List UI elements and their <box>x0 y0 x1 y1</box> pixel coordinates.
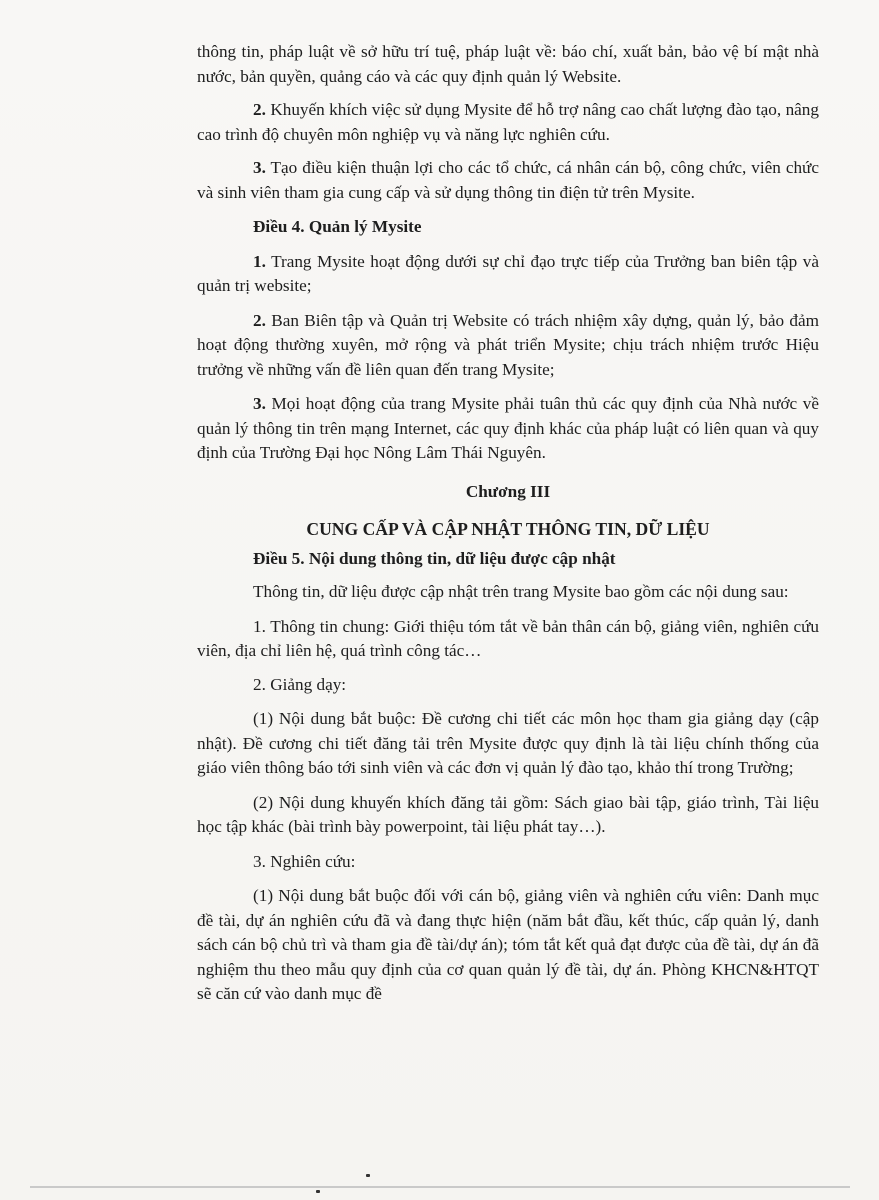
bottom-scan-edge <box>30 1186 850 1188</box>
article-5-item-2: 2. Giảng dạy: <box>253 674 347 694</box>
paragraph-item-3 <box>197 156 819 205</box>
chapter-title: CUNG CẤP VÀ CẬP NHẬT THÔNG TIN, DỮ LIỆU <box>306 519 710 539</box>
article-5-item-2-sub-1: (1) Nội dung bắt buộc: Đề cương chi tiết các môn học tham gia giảng dạy (cập nhật). Đề cương chi tiết đăng tải trên Mysite được quy định là tài liệu chính thống của giáo viên thông báo tới sinh viên và các đơn vị quản lý đào tạo, khảo thí trong Trường; <box>197 709 819 777</box>
article-5-intro: Thông tin, dữ liệu được cập nhật trên trang Mysite bao gồm các nội dung sau: <box>253 582 789 601</box>
item-number: 3. <box>253 158 266 177</box>
item-text: Mọi hoạt động của trang Mysite phải tuân thủ các quy định của Nhà nước về quản lý thông tin trên mạng Internet, các quy định khác của pháp luật có liên quan và quy định của Trường Đại học Nông Lâm Thái Nguyên. <box>197 394 819 462</box>
item-text: Ban Biên tập và Quản trị Website có trách nhiệm xây dựng, quản lý, bảo đảm hoạt động thường xuyên, mở rộng và phát triển Mysite; chịu trách nhiệm trước Hiệu trưởng về những vấn đề liên quan đến trang Mysite; <box>197 310 819 379</box>
article-4-item-2 <box>197 309 819 383</box>
item-number: 2. <box>253 100 266 119</box>
speck-mark <box>316 1190 320 1193</box>
article-5-item-3-sub-1: (1) Nội dung bắt buộc đối với cán bộ, giảng viên và nghiên cứu viên: Danh mục đề tài, dự án nghiên cứu đã và đang thực hiện (năm bắt đầu, kết thúc, cấp quản lý, danh sách cán bộ chủ trì và tham gia đề tài/dự án); tóm tắt kết quả đạt được của đề tài, dự án đã nghiệm thu theo mẫu quy định của cơ quan quản lý đề tài, dự án. Phòng KHCN&HTQT sẽ căn cứ vào danh mục đề <box>197 886 819 1003</box>
item-text: Khuyến khích việc sử dụng Mysite để hỗ trợ nâng cao chất lượng đào tạo, nâng cao trình độ chuyên môn nghiệp vụ và năng lực nghiên cứu. <box>197 100 819 144</box>
item-number: 1. <box>253 251 266 271</box>
paragraph-continuation: thông tin, pháp luật về sở hữu trí tuệ, pháp luật về: báo chí, xuất bản, bảo vệ bí mật nhà nước, bản quyền, quảng cáo và các quy định quản lý Website. <box>197 42 819 86</box>
item-number: 3. <box>253 394 266 413</box>
article-4-heading: Điều 4. Quản lý Mysite <box>253 217 422 236</box>
article-5-item-3: 3. Nghiên cứu: <box>253 851 356 871</box>
document-body <box>197 40 819 1007</box>
chapter-label: Chương III <box>465 481 551 501</box>
item-text: Trang Mysite hoạt động dưới sự chỉ đạo trực tiếp của Trưởng ban biên tập và quản trị website; <box>197 251 819 295</box>
item-text: Tạo điều kiện thuận lợi cho các tổ chức, cá nhân cán bộ, công chức, viên chức và sinh viên tham gia cung cấp và sử dụng thông tin điện tử trên Mysite. <box>197 158 819 202</box>
article-5-item-2-sub-2: (2) Nội dung khuyến khích đăng tải gồm: Sách giao bài tập, giáo trình, Tài liệu học tập khác (bài trình bày powerpoint, tài liệu phát tay…). <box>197 792 819 836</box>
article-5-item-1: 1. Thông tin chung: Giới thiệu tóm tắt về bản thân cán bộ, giảng viên, nghiên cứu viên, địa chỉ liên hệ, quá trình công tác… <box>197 616 819 660</box>
article-5-heading: Điều 5. Nội dung thông tin, dữ liệu được cập nhật <box>253 548 616 568</box>
item-number: 2. <box>253 310 266 330</box>
article-4-item-3 <box>197 392 819 466</box>
speck-mark <box>366 1174 370 1177</box>
article-4-item-1 <box>197 250 819 299</box>
paragraph-item-2 <box>197 98 819 147</box>
